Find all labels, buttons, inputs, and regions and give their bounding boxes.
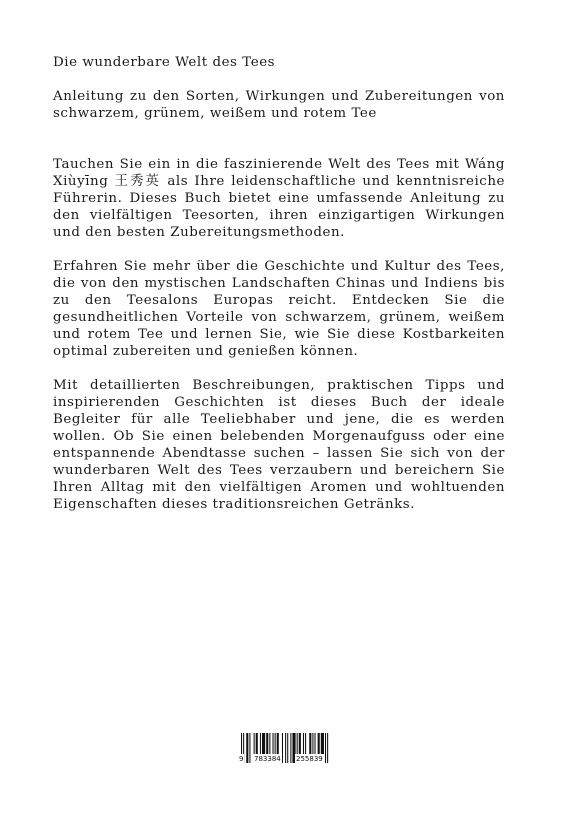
- book-subtitle: Anleitung zu den Sorten, Wirkungen und Zubereitungen von schwarzem, grünem, weißem und rotem Tee: [53, 89, 505, 121]
- barcode-left-group: 783384: [254, 755, 281, 763]
- barcode-digits: [239, 754, 339, 766]
- blurb-paragraph-1: Tauchen Sie ein in die faszinierende Welt des Tees mit Wáng Xiùyīng 王秀英 als Ihre leidenschaftliche und kenntnisreiche Führerin. Dieses Buch bietet eine umfassende Anleitung zu den vielfältigen Teesorten, ihren einzigartigen Wirkungen und den besten Zubereitungsmethoden.: [53, 157, 505, 240]
- barcode-first-digit: 9: [239, 755, 244, 763]
- barcode-right-group: 255839: [296, 755, 323, 763]
- blurb-paragraph-3: Mit detaillierten Beschreibungen, praktischen Tipps und inspirierenden Geschichten ist dieses Buch der ideale Begleiter für alle Teeliebhaber und jene, die es werden wollen. Ob Sie einen belebenden Morgenaufguss oder eine entspannende Abendtasse suchen – lassen Sie sich von der wunderbaren Welt des Tees verzaubern und bereichern Sie Ihren Alltag mit den vielfältigen Aromen und wohltuenden Eigenschaften dieses traditionsreichen Getränks.: [53, 378, 505, 512]
- blurb-paragraph-2: Erfahren Sie mehr über die Geschichte und Kultur des Tees, die von den mystischen Landschaften Chinas und Indiens bis zu den Teesalons Europas reicht. Entdecken Sie die gesundheitlichen Vorteile von schwarzem, grünem, weißem und rotem Tee und lernen Sie, wie Sie diese Kostbarkeiten optimal zubereiten und genießen können.: [53, 259, 505, 359]
- book-title: Die wunderbare Welt des Tees: [53, 55, 276, 70]
